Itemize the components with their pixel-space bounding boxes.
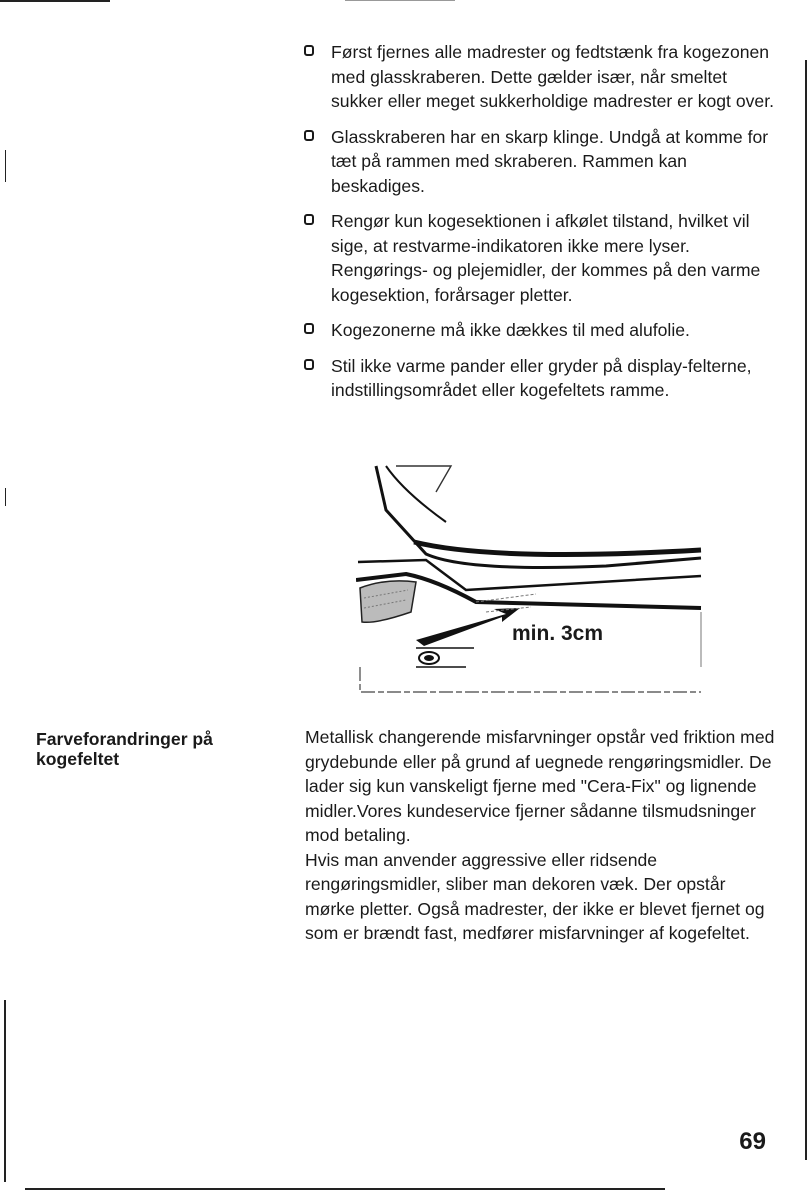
pot-on-cooktop-illustration <box>356 462 706 698</box>
right-margin-line <box>805 60 807 1160</box>
cleaning-instructions-list <box>304 40 779 414</box>
bottom-rule <box>25 1188 665 1190</box>
top-rule-short <box>345 0 455 1</box>
list-item-text: Rengør kun kogesektionen i afkølet tilstand, hvilket vil sige, at restvarme-indikatoren ikke mere lyser. Rengørings- og plejemidler, der kommes på den varme kogesektion, forårsager pletter. <box>331 211 761 305</box>
checkbox-bullet-icon <box>304 130 314 141</box>
distance-label: min. 3cm <box>512 622 604 645</box>
checkbox-bullet-icon <box>304 359 314 370</box>
margin-tick <box>5 488 6 506</box>
margin-tick <box>5 150 6 182</box>
left-margin-line <box>4 1000 6 1182</box>
list-item <box>304 209 779 307</box>
checkbox-bullet-icon <box>304 323 314 334</box>
cooktop-distance-figure <box>356 462 706 698</box>
top-rule <box>0 0 110 2</box>
checkbox-bullet-icon <box>304 45 314 56</box>
list-item-text: Glasskraberen har en skarp klinge. Undgå at komme for tæt på rammen med skraberen. Rammen kan beskadiges. <box>331 126 769 196</box>
paragraph: Hvis man anvender aggressive eller ridsende rengøringsmidler, sliber man dekoren væk. Der opstår mørke pletter. Også madrester, der ikke er blevet fjernet og som er brændt fast, medfører misfarvninger af kogefeltet. <box>305 849 765 943</box>
section-heading: Farveforandringer på kogefeltet <box>36 729 213 769</box>
list-item <box>304 318 779 343</box>
section-body <box>305 725 775 946</box>
checkbox-bullet-icon <box>304 214 314 225</box>
list-item-text: Stil ikke varme pander eller gryder på display-felterne, indstillingsområdet eller kogefeltets ramme. <box>331 355 752 400</box>
list-item-text: Først fjernes alle madrester og fedtstænk fra kogezonen med glasskraberen. Dette gælder især, når smeltet sukker eller meget sukkerholdige madrester er kogt over. <box>331 42 774 111</box>
page-number: 69 <box>739 1128 766 1155</box>
list-item <box>304 125 779 199</box>
paragraph: Metallisk changerende misfarvninger opstår ved friktion med grydebunde eller på grund af uegnede rengøringsmidler. De lader sig kun vanskeligt fjerne med "Cera-Fix" og lignende midler.Vores kundeservice fjerner sådanne tilsmudsninger mod betaling. <box>305 727 775 845</box>
hob-symbol-icon <box>418 651 440 665</box>
list-item <box>304 354 779 403</box>
list-item <box>304 40 779 114</box>
list-item-text: Kogezonerne må ikke dækkes til med alufolie. <box>331 320 690 340</box>
